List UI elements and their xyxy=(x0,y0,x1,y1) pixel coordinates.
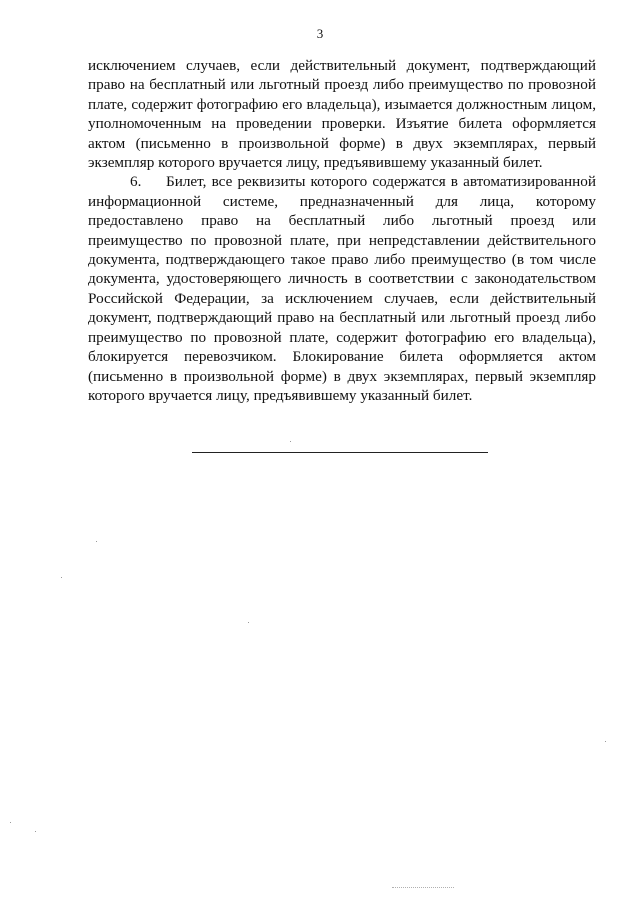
paragraph-item-6 xyxy=(88,172,596,405)
item-number: 6. xyxy=(130,173,142,191)
scan-speck xyxy=(10,822,11,823)
scan-speck xyxy=(290,441,291,442)
page-number: 3 xyxy=(316,26,324,41)
item-6-text: Билет, все реквизиты которого содержатся в автоматизированной информационной системе, предназначенный для лица, которому предоставлено право на бесплатный либо льготный проезд или преимущество по провозной плате, при непредставлении действительного документа, подтверждающего такое право либо преимущество (в том числе документа, удостоверяющего личность в соответствии с законодательством Российской Федерации, за исключением случаев, если действительный документ, подтверждающий право на бесплатный или льготный проезд либо преимущество по провозной плате, содержит фотографию его владельца), блокируется перевозчиком. Блокирование билета оформляется актом (письменно в произвольной форме) в двух экземплярах, первый экземпляр которого вручается лицу, предъявившему указанный билет. xyxy=(88,173,596,404)
scan-speck xyxy=(392,887,454,889)
paragraph-continuation: исключением случаев, если действительный документ, подтверждающий право на бесплатный или льготный проезд либо преимущество по провозной плате, содержит фотографию его владельца), изымается должностным лицом, уполномоченным на проведении проверки. Изъятие билета оформляется актом (письменно в произвольной форме) в двух экземплярах, первый экземпляр которого вручается лицу, предъявившему указанный билет. xyxy=(88,57,596,172)
scan-speck xyxy=(61,577,62,578)
end-of-text-rule xyxy=(192,452,488,453)
scan-speck xyxy=(35,831,36,832)
document-body xyxy=(88,56,596,405)
scan-speck xyxy=(96,541,97,542)
scan-speck xyxy=(248,622,249,623)
scan-speck xyxy=(605,741,606,742)
